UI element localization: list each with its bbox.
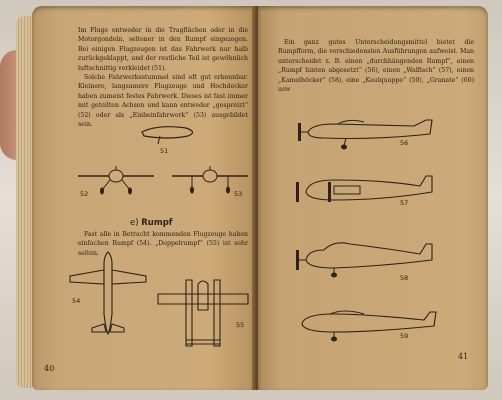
section-heading-prefix: e) [130, 218, 139, 228]
left-paragraph-2: Solche Fahrwerksstummel sind oft gut erkennbar. Kleinere, langsamere Flugzeuge und Hochdecker haben zumeist festes Fahrwerk. Dieses ist fast immer mit geteilten Achsen und kann entweder „gespreizt“ (52) oder als „Einbeinfahrwerk“ (53) ausgebildet sein. [78, 74, 248, 129]
figure-56-stepped-fuselage-plane [294, 114, 444, 150]
section-heading-title: Rumpf [141, 218, 173, 228]
open-book [10, 6, 492, 394]
figure-58-hump-fuselage-plane [294, 238, 444, 278]
section-heading-rumpf [130, 218, 173, 228]
left-text-block [78, 26, 248, 129]
figure-55-twin-boom-plane [156, 276, 250, 356]
figure-54-single-fuselage-plane [66, 250, 150, 340]
left-paragraph-1: Im Fluge entweder in die Tragflächen oder in die Motorgondeln, seltener in den Rumpf eingezogen. Bei einigen Flugzeugen ist das Fahrwerk nur halb zurückgeklappt, und der restliche Teil ist gewöhnlich luftschnittig verkleidet (51). [78, 27, 248, 72]
page-number-left: 40 [44, 364, 55, 373]
figure-label-52: 52 [80, 190, 89, 198]
figure-label-55: 55 [236, 321, 245, 329]
page-number-right: 41 [458, 352, 469, 361]
figure-label-53: 53 [234, 190, 243, 198]
figure-label-59: 59 [400, 332, 409, 340]
left-paragraph-3: Fast alle in Betracht kommenden Flugzeuge haben einfachen Rumpf (54). „Doppelrumpf“ (55) ist sehr selten. [78, 231, 248, 257]
right-paragraph-1: Ein ganz gutes Unterscheidungsmittel bietet die Rumpfform, die verschiedensten Ausführungen aufweist. Man unterscheidet z. B. einen „durchhängenden Rumpf“, einen „Rumpf hinten abgesetzt“ (56), einen „Walfisch“ (57), einen „Kamelhöcker“ (58), eine „Kaulquappe“ (59), „Granate“ (60) usw [278, 39, 474, 94]
figure-57-whale-fuselage-plane [294, 172, 444, 212]
figure-51-wheel-fairing [138, 122, 208, 152]
figure-label-51: 51 [160, 147, 169, 155]
figure-label-56: 56 [400, 139, 409, 147]
figure-label-54: 54 [72, 297, 81, 305]
figure-label-57: 57 [400, 199, 409, 207]
figure-label-58: 58 [400, 274, 409, 282]
figure-59-tadpole-fuselage-plane [294, 306, 444, 342]
